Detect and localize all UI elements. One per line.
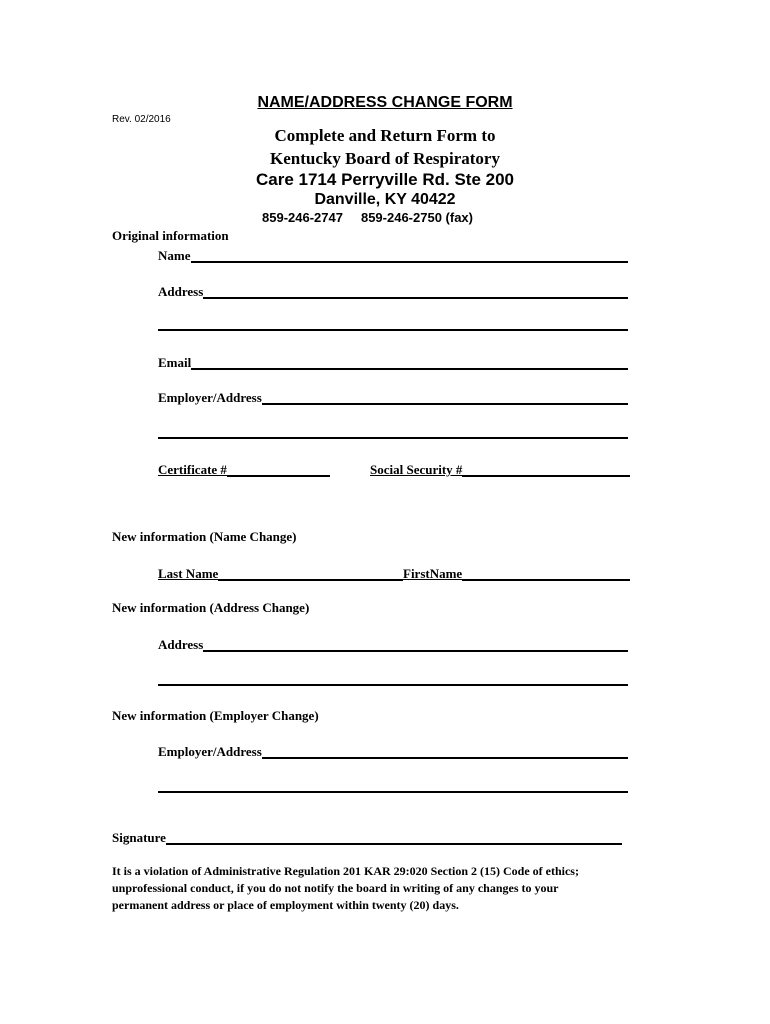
last-name-field[interactable] bbox=[158, 563, 403, 581]
last-name-line[interactable] bbox=[218, 565, 403, 581]
contact-line-3: Care 1714 Perryville Rd. Ste 200 bbox=[256, 170, 514, 189]
ssn-line[interactable] bbox=[462, 461, 630, 477]
original-address-line[interactable] bbox=[203, 283, 628, 299]
original-employer-line-2[interactable] bbox=[158, 437, 628, 439]
phone-numbers bbox=[262, 210, 473, 225]
new-address-label: Address bbox=[158, 637, 204, 652]
contact-line-2: Kentucky Board of Respiratory bbox=[270, 149, 500, 168]
ssn-label: Social Security # bbox=[370, 462, 463, 477]
last-name-label: Last Name bbox=[158, 566, 219, 581]
form-title-text: NAME/ADDRESS CHANGE FORM bbox=[257, 94, 513, 111]
employer-change-heading: New information (Employer Change) bbox=[112, 708, 319, 723]
new-employer-line-2[interactable] bbox=[158, 791, 628, 793]
original-email-line[interactable] bbox=[191, 354, 628, 370]
original-address-field[interactable] bbox=[158, 281, 628, 299]
original-employer-field[interactable] bbox=[158, 387, 628, 405]
notice-line-3: permanent address or place of employment within twenty (20) days. bbox=[112, 898, 459, 912]
original-employer-line[interactable] bbox=[262, 389, 628, 405]
original-email-field[interactable] bbox=[158, 352, 628, 370]
original-address-label: Address bbox=[158, 284, 204, 299]
signature-label: Signature bbox=[112, 830, 166, 845]
certificate-field[interactable] bbox=[158, 459, 330, 477]
first-name-label: FirstName bbox=[403, 566, 463, 581]
name-change-heading: New information (Name Change) bbox=[112, 529, 297, 544]
contact-line-4: Danville, KY 40422 bbox=[314, 191, 456, 208]
address-change-heading: New information (Address Change) bbox=[112, 600, 310, 615]
new-address-line[interactable] bbox=[203, 636, 628, 652]
original-info-heading: Original information bbox=[112, 228, 229, 243]
original-name-field[interactable] bbox=[158, 245, 628, 263]
contact-line-1: Complete and Return Form to bbox=[274, 126, 496, 145]
original-name-line[interactable] bbox=[191, 247, 629, 263]
original-email-label: Email bbox=[158, 355, 192, 370]
first-name-field[interactable] bbox=[403, 563, 630, 581]
revision-date: Rev. 02/2016 bbox=[112, 114, 171, 125]
original-employer-label: Employer/Address bbox=[158, 390, 262, 405]
certificate-line[interactable] bbox=[227, 461, 330, 477]
ssn-field[interactable] bbox=[370, 459, 630, 477]
notice-line-1: It is a violation of Administrative Regulation 201 KAR 29:020 Section 2 (15) Code of ethics; bbox=[112, 864, 579, 878]
notice-line-2: unprofessional conduct, if you do not notify the board in writing of any changes to your bbox=[112, 881, 559, 895]
new-address-line-2[interactable] bbox=[158, 684, 628, 686]
new-employer-line[interactable] bbox=[262, 743, 628, 759]
phone-number: 859-246-2747 bbox=[262, 210, 343, 225]
original-address-line-2[interactable] bbox=[158, 329, 628, 331]
first-name-line[interactable] bbox=[462, 565, 630, 581]
original-name-label: Name bbox=[158, 248, 191, 263]
new-address-field[interactable] bbox=[158, 634, 628, 652]
signature-line[interactable] bbox=[166, 829, 622, 845]
signature-field[interactable] bbox=[112, 827, 622, 845]
new-employer-label: Employer/Address bbox=[158, 744, 262, 759]
certificate-label: Certificate # bbox=[158, 462, 227, 477]
new-employer-field[interactable] bbox=[158, 741, 628, 759]
violation-notice bbox=[112, 863, 672, 914]
form-title bbox=[0, 94, 770, 112]
fax-number: 859-246-2750 (fax) bbox=[360, 210, 473, 225]
